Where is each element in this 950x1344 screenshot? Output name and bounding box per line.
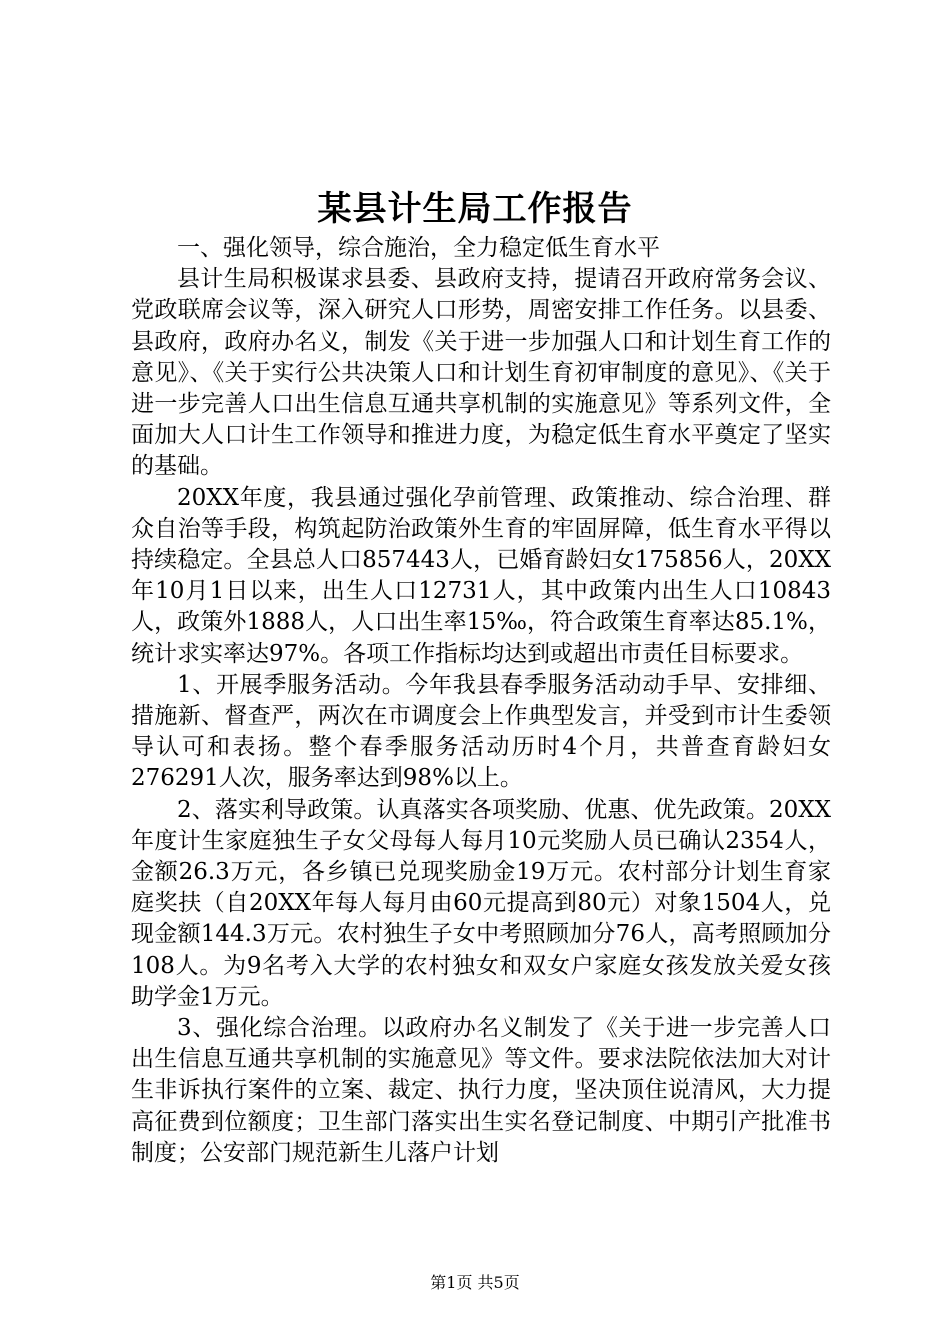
paragraph: 2、落实利导政策。认真落实各项奖励、优惠、优先政策。20XX年度计生家庭独生子女父母每人每月10元奖励人员已确认2354人，金额26.3万元，各乡镇已兑现奖励金19万元。农村部分计划生育家庭奖扶（自20XX年每人每月由60元提高到80元）对象1504人，兑现金额144.3万元。农村独生子女中考照顾加分76人，高考照顾加分108人。为9名考入大学的农村独女和双女户家庭女孩发放关爱女孩助学金1万元。	[131, 796, 831, 1010]
paragraph: 1、开展季服务活动。今年我县春季服务活动动手早、安排细、措施新、督查严，两次在市调度会上作典型发言，并受到市计生委领导认可和表扬。整个春季服务活动历时4个月，共普查育龄妇女276291人次，服务率达到98%以上。	[131, 671, 831, 792]
page-footer: 第1页 共5页	[430, 1273, 520, 1292]
paragraph: 县计生局积极谋求县委、县政府支持，提请召开政府常务会议、党政联席会议等，深入研究人口形势，周密安排工作任务。以县委、县政府，政府办名义，制发《关于进一步加强人口和计划生育工作的意见》、《关于实行公共决策人口和计划生育初审制度的意见》、《关于进一步完善人口出生信息互通共享机制的实施意见》等系列文件，全面加大人口计生工作领导和推进力度，为稳定低生育水平奠定了坚实的基础。	[131, 266, 831, 480]
section-heading: 一、强化领导，综合施治，全力稳定低生育水平	[177, 235, 660, 261]
paragraph: 20XX年度，我县通过强化孕前管理、政策推动、综合治理、群众自治等手段，构筑起防治政策外生育的牢固屏障，低生育水平得以持续稳定。全县总人口857443人，已婚育龄妇女175856人，20XX年10月1日以来，出生人口12731人，其中政策内出生人口10843人，政策外1888人，人口出生率15‰，符合政策生育率达85.1%，统计求实率达97%。各项工作指标均达到或超出市责任目标要求。	[131, 484, 831, 667]
paragraph: 3、强化综合治理。以政府办名义制发了《关于进一步完善人口出生信息互通共享机制的实施意见》等文件。要求法院依法加大对计生非诉执行案件的立案、裁定、执行力度，坚决顶住说清风，大力提高征费到位额度；卫生部门落实出生实名登记制度、中期引产批准书制度；公安部门规范新生儿落户计划	[131, 1015, 831, 1166]
document-title: 某县计生局工作报告	[317, 189, 633, 229]
document-body	[131, 233, 831, 1169]
